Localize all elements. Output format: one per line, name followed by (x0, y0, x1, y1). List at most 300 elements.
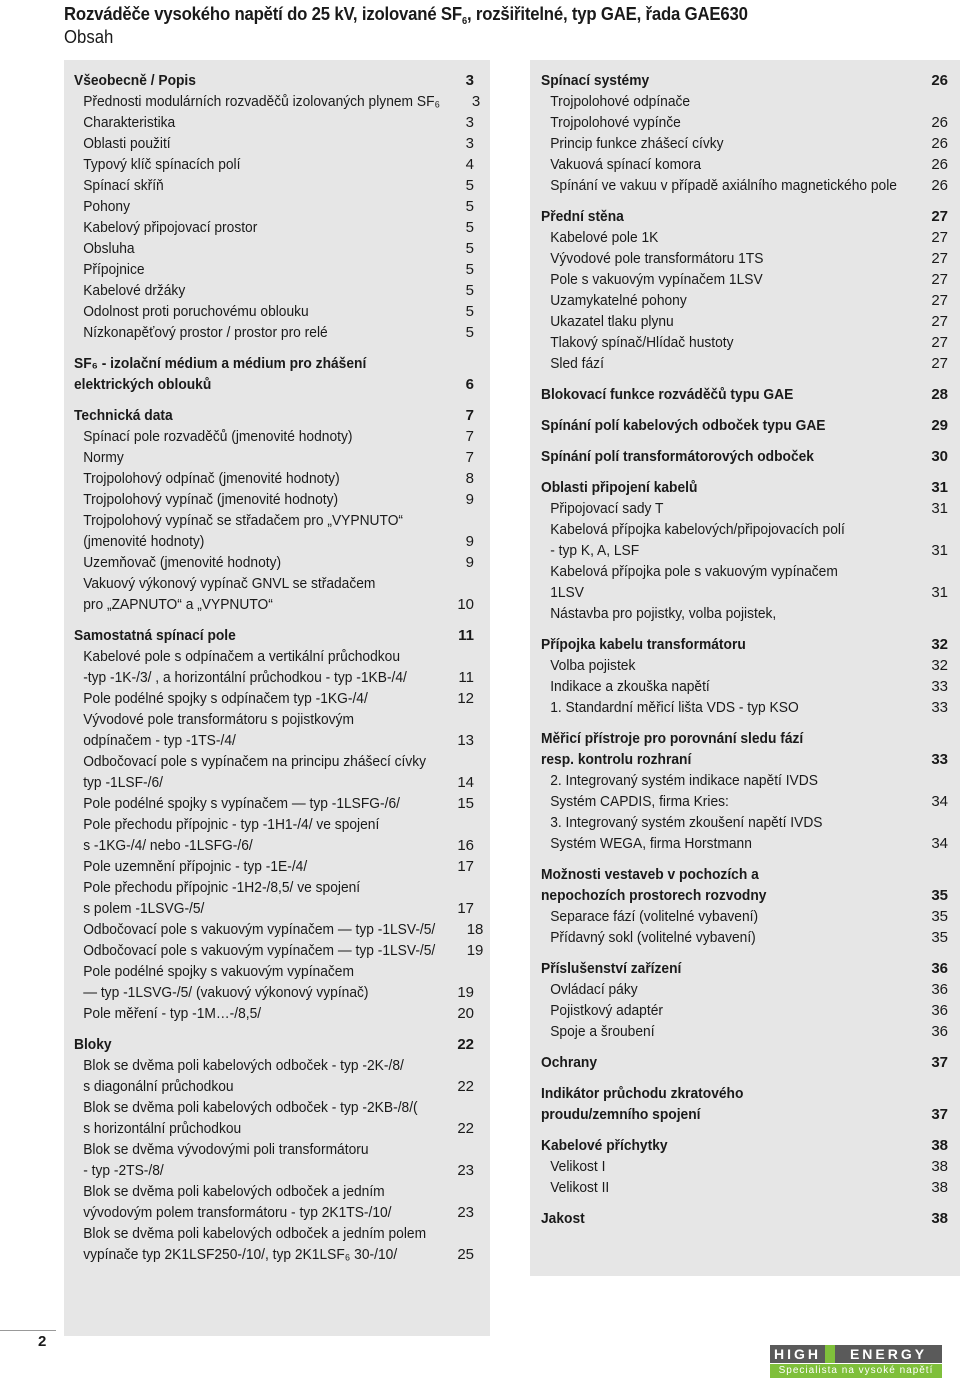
section-gap (74, 1024, 474, 1034)
toc-entry (74, 667, 474, 688)
toc-entry-text: Připojovací sady T (550, 500, 664, 517)
toc-heading (541, 477, 948, 498)
toc-entry (74, 531, 474, 552)
toc-entry-page: 35 (931, 929, 948, 946)
toc-entry-page: 18 (466, 921, 484, 938)
toc-entry-page: 23 (457, 1162, 474, 1179)
toc-heading (541, 885, 948, 906)
toc-entry (74, 730, 474, 751)
toc-heading-page: 29 (931, 417, 948, 434)
toc-entry (541, 1177, 948, 1198)
toc-heading-text: Všeobecně / Popis (74, 72, 196, 89)
logo-energy-text: ENERGY (835, 1345, 942, 1363)
toc-heading (74, 70, 474, 91)
toc-entry (541, 697, 948, 718)
toc-section (541, 446, 948, 467)
toc-entry-page: 3 (471, 93, 481, 110)
toc-section (541, 206, 948, 374)
toc-entry (541, 353, 948, 374)
toc-section (541, 70, 948, 196)
section-gap (541, 1073, 948, 1083)
toc-entry (541, 332, 948, 353)
toc-entry (74, 793, 474, 814)
toc-entry (74, 919, 484, 940)
toc-entry-page: 22 (457, 1120, 474, 1137)
toc-section (541, 728, 948, 854)
toc-entry-text: Pole měření - typ -1M…-/8,5/ (83, 1005, 262, 1022)
toc-entry-text: Pole s vakuovým vypínačem 1LSV (550, 271, 763, 288)
toc-entry-page: 26 (931, 156, 948, 173)
toc-entry (541, 603, 948, 624)
toc-entry-page: 26 (931, 135, 948, 152)
toc-entry-page: 33 (931, 699, 948, 716)
toc-entry-text: Trojpolohový odpínač (jmenovité hodnoty) (83, 470, 340, 487)
toc-entry-page: 9 (465, 554, 474, 571)
high-energy-logo (770, 1345, 942, 1379)
toc-heading-text: Spínání polí transformátorových odboček (541, 448, 814, 465)
toc-heading-text: Přípojka kabelu transformátoru (541, 636, 746, 653)
logo-green-bar (825, 1345, 835, 1363)
toc-heading-text: nepochozích prostorech rozvodny (541, 887, 767, 904)
toc-section (541, 864, 948, 948)
toc-entry-text: Volba pojistek (550, 657, 636, 674)
toc-entry (541, 311, 948, 332)
toc-section (74, 625, 484, 1024)
toc-right-column (530, 60, 960, 1276)
toc-entry (74, 751, 474, 772)
toc-entry (541, 791, 948, 812)
section-gap (541, 405, 948, 415)
toc-entry-text: - typ K, A, LSF (550, 542, 640, 559)
toc-entry-text: Trojpolohový vypínač (jmenovité hodnoty) (83, 491, 339, 508)
toc-section (541, 415, 948, 436)
toc-heading-text: Možnosti vestaveb v pochozích a (541, 866, 759, 883)
toc-entry-page: 23 (457, 1204, 474, 1221)
toc-entry-page: 27 (931, 334, 948, 351)
toc-heading-text: resp. kontrolu rozhraní (541, 751, 692, 768)
toc-entry (541, 112, 948, 133)
toc-entry (74, 898, 474, 919)
toc-heading (541, 206, 948, 227)
toc-entry-text: 1. Standardní měřicí lišta VDS - typ KSO (550, 699, 799, 716)
toc-entry-text: Sled fází (550, 355, 604, 372)
toc-heading-page: 31 (931, 479, 948, 496)
toc-entry (74, 426, 474, 447)
page-subtitle: Obsah (64, 27, 114, 47)
section-gap (541, 1198, 948, 1208)
section-gap (541, 1125, 948, 1135)
toc-entry-text: vypínače typ 2K1LSF250-/10/, typ 2K1LSF₆ 30-/10/ (83, 1246, 398, 1263)
toc-heading (541, 1104, 948, 1125)
toc-entry-page: 38 (931, 1158, 948, 1175)
toc-heading (541, 1083, 948, 1104)
toc-heading-page: 33 (931, 751, 948, 768)
toc-section (541, 1135, 948, 1198)
toc-entry (541, 927, 948, 948)
toc-entry-page: 27 (931, 355, 948, 372)
toc-heading-text: Oblasti připojení kabelů (541, 479, 698, 496)
toc-heading-text: Technická data (74, 407, 173, 424)
toc-entry (74, 489, 474, 510)
toc-heading-text: Ochrany (541, 1054, 597, 1071)
page-number: 2 (38, 1333, 47, 1350)
toc-entry (74, 594, 474, 615)
toc-entry-text: (jmenovité hodnoty) (83, 533, 205, 550)
toc-entry-text: Spoje a šroubení (550, 1023, 655, 1040)
toc-entry (541, 269, 948, 290)
toc-entry (74, 772, 474, 793)
toc-section (74, 1034, 474, 1265)
section-gap (541, 854, 948, 864)
toc-heading (541, 446, 948, 467)
toc-entry-text: Vakuový výkonový vypínač GNVL se střadačem (83, 575, 376, 592)
toc-section (541, 634, 948, 718)
toc-heading-text: Bloky (74, 1036, 112, 1053)
toc-entry-text: Spínací pole rozvaděčů (jmenovité hodnoty) (83, 428, 353, 445)
toc-entry-page: 19 (466, 942, 484, 959)
toc-entry (74, 835, 474, 856)
toc-entry (74, 91, 481, 112)
toc-entry-text: odpínačem - typ -1TS-/4/ (83, 732, 236, 749)
toc-heading (541, 1135, 948, 1156)
toc-entry (541, 1156, 948, 1177)
toc-entry (541, 582, 948, 603)
toc-entry-page: 27 (931, 313, 948, 330)
toc-entry-text: Trojpolohový vypínač se střadačem pro „VYPNUTO“ (83, 512, 404, 529)
toc-entry-text: Kabelové pole s odpínačem a vertikální průchodkou (83, 648, 401, 665)
toc-entry (541, 979, 948, 1000)
toc-heading-text: Přední stěna (541, 208, 624, 225)
toc-entry-page: 31 (931, 542, 948, 559)
toc-entry-page: 15 (457, 795, 474, 812)
toc-entry (74, 447, 474, 468)
toc-heading-page: 3 (465, 72, 474, 89)
toc-heading (541, 749, 948, 770)
toc-entry-text: Indikace a zkouška napětí (550, 678, 710, 695)
toc-entry-text: Normy (83, 449, 124, 466)
toc-entry-page: 5 (465, 198, 474, 215)
toc-entry-text: Nízkonapěťový prostor / prostor pro relé (83, 324, 328, 341)
section-gap (74, 343, 474, 353)
toc-entry-text: Odbočovací pole s vypínačem na principu zhášecí cívky (83, 753, 427, 770)
toc-entry-text: 2. Integrovaný systém indikace napětí IVDS (550, 772, 818, 789)
toc-entry-text: Blok se dvěma poli kabelových odboček a jedním (83, 1183, 385, 1200)
toc-entry (74, 982, 474, 1003)
toc-entry-text: Pole uzemnění přípojnic - typ -1E-/4/ (83, 858, 308, 875)
toc-section (541, 1083, 948, 1125)
toc-heading (541, 728, 948, 749)
toc-entry (74, 322, 474, 343)
toc-entry-text: Odolnost proti poruchovému oblouku (83, 303, 309, 320)
toc-entry-page: 10 (457, 596, 474, 613)
toc-entry-page: 22 (457, 1078, 474, 1095)
toc-entry (74, 1160, 474, 1181)
logo-high-text: HIGH (770, 1345, 825, 1363)
toc-entry-page: 5 (465, 219, 474, 236)
toc-entry-text: Blok se dvěma poli kabelových odboček - typ -2K-/8/ (83, 1057, 404, 1074)
toc-entry-text: Systém WEGA, firma Horstmann (550, 835, 752, 852)
toc-entry-text: Odbočovací pole s vakuovým vypínačem — typ -1LSV-/5/ (83, 942, 436, 959)
toc-entry-text: 3. Integrovaný systém zkoušení napětí IVDS (550, 814, 823, 831)
page-title: Rozváděče vysokého napětí do 25 kV, izolované $SF_6$, rozšiřitelné, typ GAE, řada GAE630 (64, 4, 748, 27)
toc-entry-text: vývodovým polem transformátoru - typ 2K1TS-/10/ (83, 1204, 392, 1221)
toc-entry-page: 11 (458, 669, 474, 686)
toc-heading (74, 405, 474, 426)
toc-entry-page: 38 (931, 1179, 948, 1196)
toc-entry-text: Velikost II (550, 1179, 610, 1196)
toc-entry-page: 27 (931, 229, 948, 246)
toc-heading-text: Příslušenství zařízení (541, 960, 682, 977)
toc-entry-text: 1LSV (550, 584, 584, 601)
toc-entry-page: 32 (931, 657, 948, 674)
toc-entry (74, 1097, 474, 1118)
toc-entry-page: 7 (465, 428, 474, 445)
toc-entry-text: - typ -2TS-/8/ (83, 1162, 164, 1179)
toc-entry (74, 573, 474, 594)
toc-entry-page: 3 (465, 135, 474, 152)
toc-entry-text: Systém CAPDIS, firma Kries: (550, 793, 729, 810)
toc-entry-text: s horizontální průchodkou (83, 1120, 242, 1137)
toc-heading-text: Blokovací funkce rozváděčů typu GAE (541, 386, 794, 403)
toc-entry-text: Odbočovací pole s vakuovým vypínačem — typ -1LSV-/5/ (83, 921, 436, 938)
toc-entry (74, 175, 474, 196)
toc-entry-page: 5 (465, 261, 474, 278)
toc-heading-text: Samostatná spínací pole (74, 627, 236, 644)
toc-entry-text: Blok se dvěma vývodovými poli transformátoru (83, 1141, 369, 1158)
toc-entry-page: 5 (465, 282, 474, 299)
toc-entry (541, 1021, 948, 1042)
toc-entry-text: Uzemňovač (jmenovité hodnoty) (83, 554, 282, 571)
toc-entry-page: 5 (465, 177, 474, 194)
toc-entry-text: s -1KG-/4/ nebo -1LSFG-/6/ (83, 837, 253, 854)
toc-heading (74, 625, 474, 646)
section-gap (541, 196, 948, 206)
toc-entry-page: 9 (465, 533, 474, 550)
toc-entry (541, 540, 948, 561)
toc-entry-page: 9 (465, 491, 474, 508)
toc-entry-text: Uzamykatelné pohony (550, 292, 687, 309)
toc-heading-page: 38 (931, 1210, 948, 1227)
toc-entry-page: 14 (457, 774, 474, 791)
toc-entry-text: Kabelový připojovací prostor (83, 219, 258, 236)
toc-entry-text: Princip funkce zhášecí cívky (550, 135, 724, 152)
toc-entry-text: Ukazatel tlaku plynu (550, 313, 674, 330)
section-gap (541, 436, 948, 446)
toc-entry-text: Blok se dvěma poli kabelových odboček a jedním polem (83, 1225, 427, 1242)
toc-entry-text: Kabelová přípojka kabelových/připojovacích polí (550, 521, 845, 538)
toc-entry (74, 1055, 474, 1076)
toc-entry (74, 688, 474, 709)
toc-entry-text: Spínání ve vakuu v případě axiálního magnetického pole (550, 177, 897, 194)
toc-entry (74, 709, 474, 730)
section-gap (541, 624, 948, 634)
toc-entry-page: 4 (465, 156, 474, 173)
toc-entry (541, 676, 948, 697)
toc-heading (541, 1052, 948, 1073)
toc-entry-text: Pole podélné spojky s odpínačem typ -1KG-/4/ (83, 690, 368, 707)
toc-entry-text: Přídavný sokl (volitelné vybavení) (550, 929, 756, 946)
toc-entry (74, 1118, 474, 1139)
toc-entry (74, 259, 474, 280)
toc-entry (74, 196, 474, 217)
toc-entry-page: 36 (931, 1002, 948, 1019)
toc-entry (541, 770, 948, 791)
toc-heading-text: Měřicí přístroje pro porovnání sledu fází (541, 730, 804, 747)
toc-section (541, 1052, 948, 1073)
toc-heading-page: 28 (931, 386, 948, 403)
toc-entry-text: Velikost I (550, 1158, 606, 1175)
toc-heading (74, 1034, 474, 1055)
toc-entry-text: Vývodové pole transformátoru 1TS (550, 250, 764, 267)
toc-heading-page: 22 (457, 1036, 474, 1053)
toc-entry (74, 301, 474, 322)
toc-entry (541, 561, 948, 582)
toc-heading-page: 32 (931, 636, 948, 653)
toc-heading (541, 1208, 948, 1229)
toc-entry-text: Přednosti modulárních rozvaděčů izolovaných plynem SF₆ (83, 93, 441, 110)
toc-entry-text: Vývodové pole transformátoru s pojistkovým (83, 711, 354, 728)
toc-section (541, 477, 948, 624)
toc-entry-text: Separace fází (volitelné vybavení) (550, 908, 759, 925)
toc-entry-text: -typ -1K-/3/ , a horizontální průchodkou - typ -1KB-/4/ (83, 669, 407, 686)
toc-entry-text: Typový klíč spínacích polí (83, 156, 241, 173)
toc-entry (541, 133, 948, 154)
toc-entry (541, 1000, 948, 1021)
toc-entry-page: 7 (465, 449, 474, 466)
toc-entry-text: Trojpolohové odpínače (550, 93, 691, 110)
toc-entry (74, 510, 474, 531)
toc-entry-page: 8 (465, 470, 474, 487)
toc-entry (541, 175, 948, 196)
toc-entry-page: 13 (457, 732, 474, 749)
toc-heading-page: 6 (465, 376, 474, 393)
toc-entry (74, 1003, 474, 1024)
toc-heading-text: proudu/zemního spojení (541, 1106, 701, 1123)
toc-heading-page: 26 (931, 72, 948, 89)
toc-entry-page: 20 (457, 1005, 474, 1022)
toc-heading (541, 958, 948, 979)
toc-heading-text: SF₆ - izolační médium a médium pro zhášení (74, 355, 367, 372)
toc-entry-text: s diagonální průchodkou (83, 1078, 234, 1095)
toc-entry (74, 814, 474, 835)
toc-heading (74, 353, 474, 374)
toc-entry-text: Spínací skříň (83, 177, 164, 194)
toc-entry-text: Vakuová spínací komora (550, 156, 702, 173)
toc-entry-text: Oblasti použití (83, 135, 171, 152)
toc-entry (74, 1139, 474, 1160)
toc-entry-page: 12 (457, 690, 474, 707)
toc-heading-page: 30 (931, 448, 948, 465)
toc-heading-text: Spínací systémy (541, 72, 650, 89)
toc-section (74, 405, 474, 615)
toc-entry-page: 16 (457, 837, 474, 854)
toc-section (74, 353, 474, 395)
toc-entry-page: 3 (465, 114, 474, 131)
toc-entry (74, 133, 474, 154)
toc-entry (541, 91, 948, 112)
toc-entry-text: Přípojnice (83, 261, 145, 278)
toc-entry-page: 31 (931, 584, 948, 601)
toc-heading (541, 384, 948, 405)
toc-entry-page: 25 (457, 1246, 474, 1263)
toc-heading-text: Indikátor průchodu zkratového (541, 1085, 744, 1102)
toc-heading-text: Kabelové příchytky (541, 1137, 668, 1154)
section-gap (541, 718, 948, 728)
toc-section (74, 70, 481, 343)
toc-entry (74, 154, 474, 175)
toc-entry-text: Nástavba pro pojistky, volba pojistek, (550, 605, 777, 622)
toc-entry-text: — typ -1LSVG-/5/ (vakuový výkonový vypínač) (83, 984, 369, 1001)
toc-entry-text: Tlakový spínač/Hlídač hustoty (550, 334, 734, 351)
toc-heading (541, 864, 948, 885)
toc-heading (541, 70, 948, 91)
toc-left-column (64, 60, 490, 1336)
toc-entry-text: Pole podélné spojky s vypínačem — typ -1LSFG-/6/ (83, 795, 400, 812)
toc-entry-page: 17 (457, 900, 474, 917)
toc-entry-page: 27 (931, 250, 948, 267)
toc-entry-text: typ -1LSF-/6/ (83, 774, 163, 791)
toc-entry (541, 227, 948, 248)
toc-entry-page: 36 (931, 981, 948, 998)
toc-entry-text: Pole přechodu přípojnic -1H2-/8,5/ ve spojení (83, 879, 361, 896)
toc-heading-page: 27 (931, 208, 948, 225)
toc-entry (541, 906, 948, 927)
toc-entry (541, 812, 948, 833)
toc-entry-text: s polem -1LSVG-/5/ (83, 900, 205, 917)
logo-tagline: Specialista na vysoké napětí (770, 1364, 942, 1378)
toc-entry (74, 940, 484, 961)
toc-entry (541, 290, 948, 311)
toc-heading-text: Spínání polí kabelových odboček typu GAE (541, 417, 826, 434)
toc-heading-page: 7 (465, 407, 474, 424)
toc-entry-page: 34 (931, 835, 948, 852)
toc-entry-text: pro „ZAPNUTO“ a „VYPNUTO“ (83, 596, 273, 613)
toc-heading-page: 36 (931, 960, 948, 977)
toc-entry (541, 248, 948, 269)
toc-heading-page: 35 (931, 887, 948, 904)
toc-entry-text: Charakteristika (83, 114, 176, 131)
toc-heading-page: 37 (931, 1106, 948, 1123)
section-gap (541, 467, 948, 477)
toc-entry-page: 26 (931, 114, 948, 131)
toc-entry (74, 552, 474, 573)
toc-entry (74, 217, 474, 238)
toc-heading-text: Jakost (541, 1210, 585, 1227)
toc-entry-page: 5 (465, 303, 474, 320)
toc-entry-page: 26 (931, 177, 948, 194)
toc-entry (541, 519, 948, 540)
toc-entry-page: 5 (465, 324, 474, 341)
toc-section (541, 958, 948, 1042)
toc-entry-page: 35 (931, 908, 948, 925)
section-gap (74, 395, 474, 405)
toc-entry (74, 1223, 474, 1244)
toc-entry (74, 1076, 474, 1097)
toc-entry (74, 238, 474, 259)
toc-heading-page: 11 (458, 627, 474, 644)
toc-entry (74, 468, 474, 489)
toc-entry-page: 27 (931, 292, 948, 309)
toc-entry-page: 33 (931, 678, 948, 695)
toc-entry (74, 112, 474, 133)
toc-entry-page: 34 (931, 793, 948, 810)
toc-entry-text: Ovládací páky (550, 981, 638, 998)
toc-heading (541, 415, 948, 436)
toc-entry-page: 19 (457, 984, 474, 1001)
toc-entry-text: Blok se dvěma poli kabelových odboček - typ -2KB-/8/( (83, 1099, 418, 1116)
toc-entry (74, 961, 474, 982)
toc-entry-page: 17 (457, 858, 474, 875)
